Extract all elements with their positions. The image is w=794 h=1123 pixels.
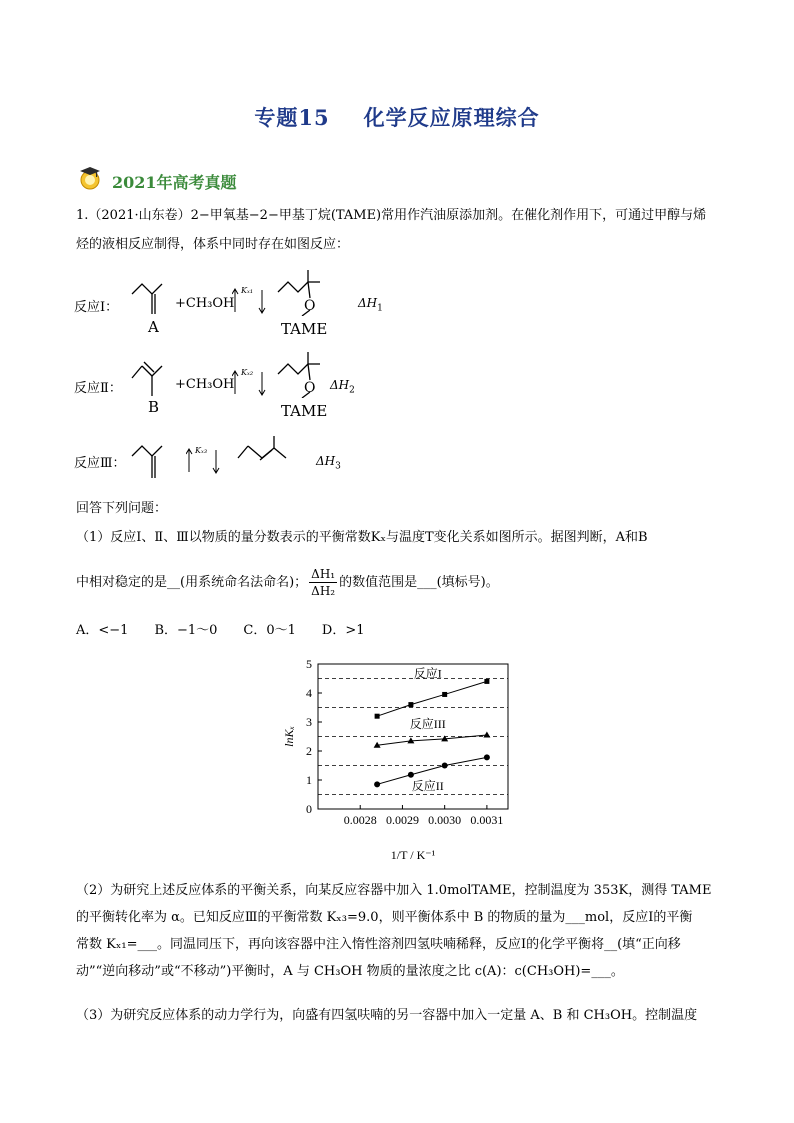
section-title: 2021年高考真题 xyxy=(112,173,237,192)
x-tick-label: 0.0030 xyxy=(428,813,462,827)
question-intro-line1: 1.（2021·山东卷）2−甲氧基−2−甲基丁烷(TAME)常用作汽油原添加剂。在催化剂作用下，可通过甲醇与烯 xyxy=(76,208,707,223)
title-left: 专题15 xyxy=(254,105,330,130)
reactant-b-structure-3 xyxy=(232,436,292,482)
reactant-b-structure xyxy=(128,354,178,400)
reaction3-k: Kₓ₃ xyxy=(195,446,208,455)
reactant-a-structure xyxy=(128,272,178,318)
lnk-vs-inverse-t-chart xyxy=(283,652,523,867)
series-label: 反应II xyxy=(411,779,444,794)
dh-ratio-numerator: ΔH₁ xyxy=(311,567,336,581)
data-point-circle xyxy=(484,754,490,760)
reaction2-dh: $\Delta H_2$ xyxy=(330,378,355,396)
graduation-cap-badge-icon xyxy=(76,165,104,191)
reaction3-dh: $\Delta H_3$ xyxy=(316,454,341,472)
y-axis-label: lnKₓ xyxy=(283,726,296,747)
q2-line1: （2）为研究上述反应体系的平衡关系，向某反应容器中加入 1.0molTAME，控制温度为 353K，测得 TAME xyxy=(76,883,712,898)
series-label: 反应III xyxy=(409,716,446,731)
reaction2-reagent: +CH₃OH xyxy=(175,377,235,392)
x-tick-label: 0.0029 xyxy=(385,813,419,827)
data-point-triangle xyxy=(483,732,490,738)
data-point-circle xyxy=(374,781,380,787)
prompt-text: 回答下列问题： xyxy=(76,501,168,516)
tame-o-1: O xyxy=(304,298,316,314)
q1-line1: （1）反应Ⅰ、Ⅱ、Ⅲ以物质的量分数表示的平衡常数Kₓ与温度T变化关系如图所示。据图判断，A和B xyxy=(76,530,648,545)
y-tick-label: 0 xyxy=(306,802,312,816)
x-tick-label: 0.0028 xyxy=(343,813,377,827)
reaction1-k: Kₓ₁ xyxy=(241,286,254,295)
reaction1-reagent: +CH₃OH xyxy=(175,296,235,311)
y-tick-label: 4 xyxy=(306,686,312,700)
dh-ratio-denominator: ΔH₂ xyxy=(311,584,336,598)
chart-svg xyxy=(283,652,523,867)
x-tick-label: 0.0031 xyxy=(470,813,504,827)
y-tick-label: 5 xyxy=(306,657,312,671)
page-title xyxy=(0,102,794,132)
q1-options: A．<−1 B．−1～0 C．0～1 D．>1 xyxy=(76,623,365,638)
title-right: 化学反应原理综合 xyxy=(363,105,540,130)
q1-line2b: 的数值范围是___(填标号)。 xyxy=(339,575,499,590)
data-point-circle xyxy=(442,763,448,769)
tame-name-1: TAME xyxy=(281,320,328,338)
tame-name-2: TAME xyxy=(281,402,328,420)
reaction1-dh: $\Delta H_1$ xyxy=(358,296,383,314)
data-point-square xyxy=(408,702,413,707)
dh-ratio-fraction xyxy=(309,566,337,599)
q2-line4: 动”“逆向移动”或“不移动”)平衡时，A 与 CH₃OH 物质的量浓度之比 c(A)：c(CH₃OH)=___。 xyxy=(76,964,624,979)
reaction3-label: 反应Ⅲ： xyxy=(74,456,126,471)
reactant-a-structure-3 xyxy=(128,436,178,482)
y-tick-label: 1 xyxy=(306,773,312,787)
reactant-a-name: A xyxy=(148,318,159,336)
data-point-square xyxy=(442,692,447,697)
y-tick-label: 3 xyxy=(306,715,312,729)
q2-line2: 的平衡转化率为 α。已知反应Ⅲ的平衡常数 Kₓ₃=9.0，则平衡体系中 B 的物质的量为___mol，反应Ⅰ的平衡 xyxy=(76,910,693,925)
question-intro-line2: 烃的液相反应制得，体系中同时存在如图反应： xyxy=(76,237,350,252)
reaction1-label: 反应Ⅰ： xyxy=(74,300,119,315)
series-line xyxy=(377,681,487,716)
data-point-square xyxy=(375,714,380,719)
reactant-b-name: B xyxy=(148,398,160,416)
q1-line2 xyxy=(76,566,499,599)
q2-line3: 常数 Kₓ₁=___。同温同压下，再向该容器中注入惰性溶剂四氢呋喃稀释，反应Ⅰ的化学平衡将__(填“正向移 xyxy=(76,937,681,952)
q3-line1: （3）为研究反应体系的动力学行为，向盛有四氢呋喃的另一容器中加入一定量 A、B 和 CH₃OH。控制温度 xyxy=(76,1008,698,1023)
tame-o-2: O xyxy=(304,380,316,396)
reaction2-label: 反应Ⅱ： xyxy=(74,381,122,396)
q1-line2a: 中相对稳定的是__(用系统命名法命名)； xyxy=(76,575,308,590)
series-label: 反应I xyxy=(413,666,442,681)
y-tick-label: 2 xyxy=(306,744,312,758)
data-point-circle xyxy=(408,772,414,778)
data-point-square xyxy=(484,679,489,684)
x-axis-label: 1/T / K⁻¹ xyxy=(390,848,436,862)
reaction2-k: Kₓ₂ xyxy=(241,368,254,377)
